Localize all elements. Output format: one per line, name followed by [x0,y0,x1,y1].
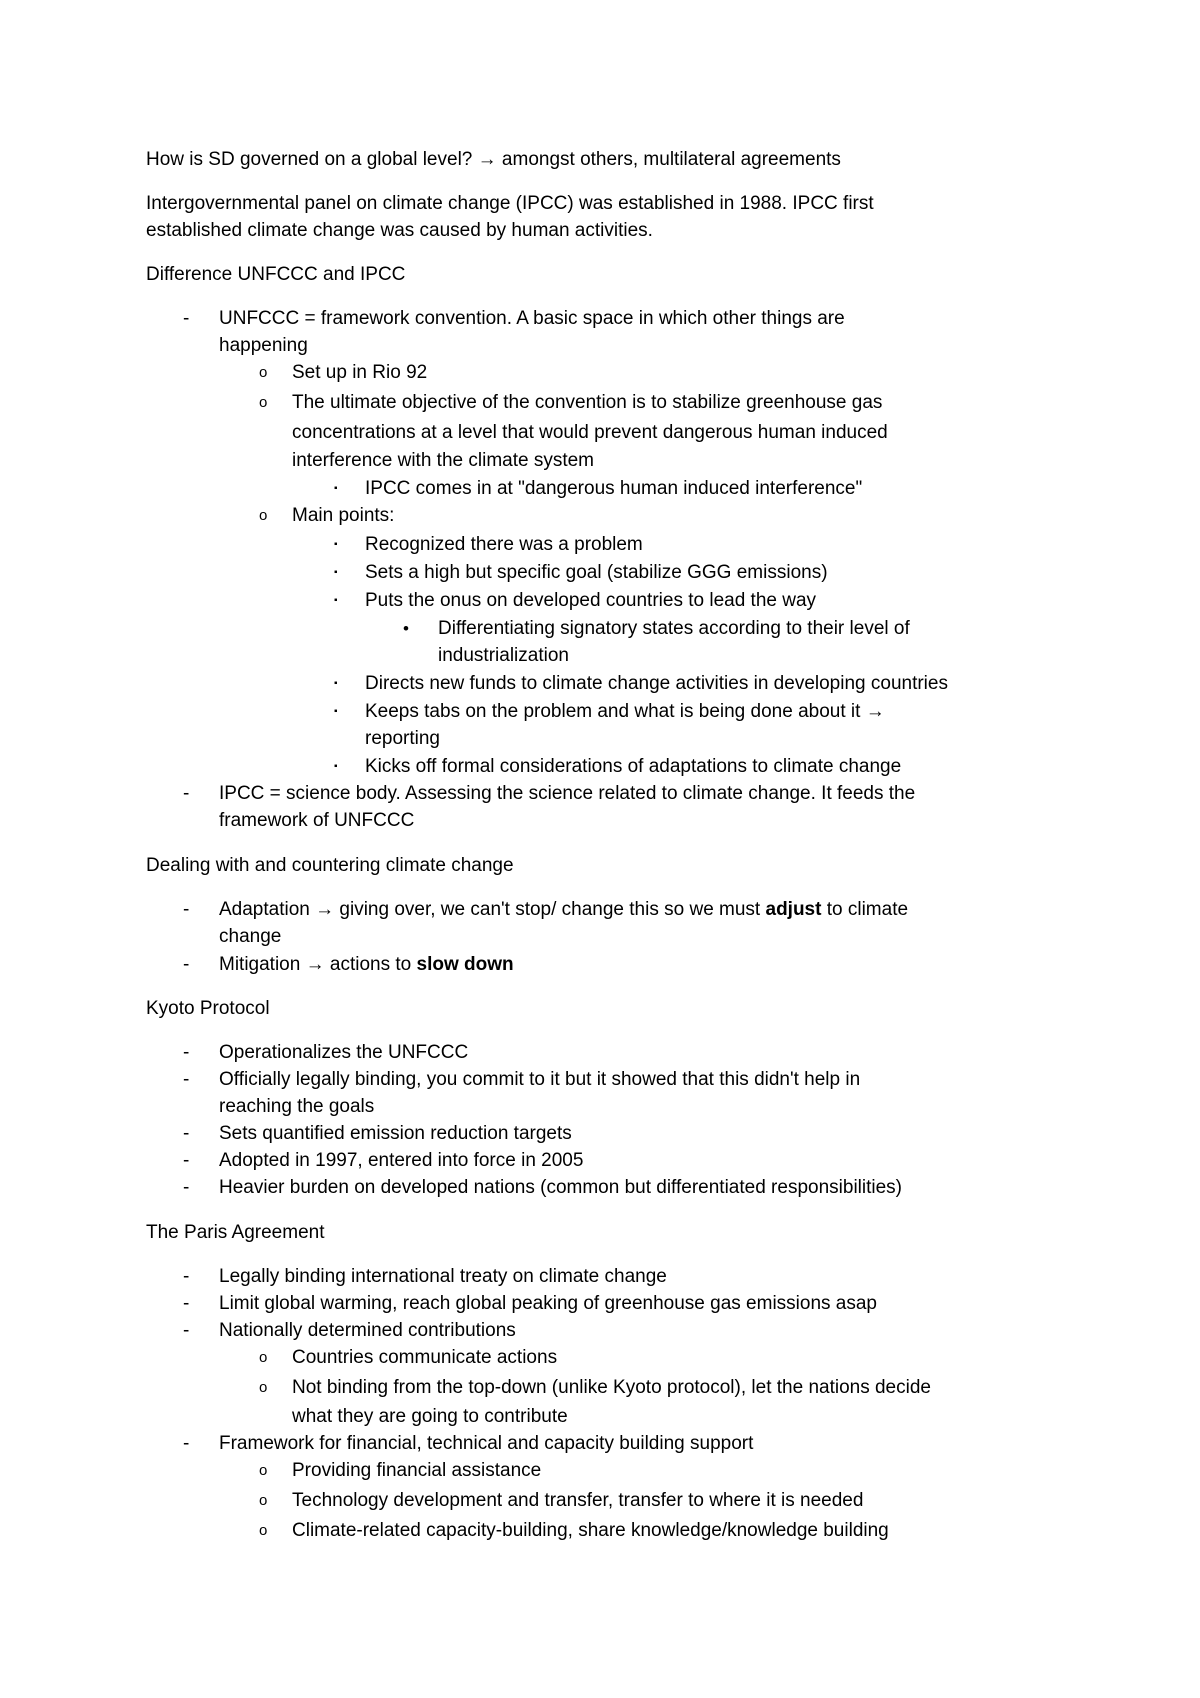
dash-marker: - [183,1293,190,1314]
adaptation-label: Adaptation [219,899,310,920]
paris-item: Legally binding international treaty on climate change [219,1266,667,1287]
dash-marker: - [183,899,190,920]
dash-marker: - [183,1266,190,1287]
dash-marker: - [183,783,190,804]
paragraph-text: How is SD governed on a global level? [146,149,473,170]
dash-marker: - [183,954,190,975]
mitigation-line [219,952,514,978]
main-point-item: Puts the onus on developed countries to lead the way [365,590,817,611]
circle-bullet-marker: o [259,364,268,381]
kyoto-item-continued: reaching the goals [219,1096,375,1117]
unfccc-objective-line3: interference with the climate system [292,450,595,471]
paragraph-sd-governance [146,147,841,173]
dash-marker: - [183,1042,190,1063]
paragraph-text: amongst others, multilateral agreements [496,149,841,170]
square-bullet-marker: ▪ [334,483,338,494]
dash-marker: - [183,1177,190,1198]
heading-kyoto: Kyoto Protocol [146,998,270,1019]
arrow-icon: → [865,701,885,722]
unfccc-sub-rio: Set up in Rio 92 [292,362,428,383]
arrow-icon: → [477,149,497,170]
paris-item: Limit global warming, reach global peaking of greenhouse gas emissions asap [219,1293,877,1314]
differentiating-line2: industrialization [438,645,569,666]
dash-marker: - [183,1123,190,1144]
circle-bullet-marker: o [259,1492,268,1509]
adaptation-text: to climate [821,899,909,920]
adaptation-text: giving over, we can't stop/ change this so we must [334,899,766,920]
paris-framework-item: Framework for financial, technical and capacity building support [219,1433,754,1454]
square-bullet-marker: ▪ [334,761,338,772]
kyoto-item: Heavier burden on developed nations (common but differentiated responsibilities) [219,1177,902,1198]
mitigation-emphasis: slow down [416,954,514,975]
mitigation-label: Mitigation [219,954,301,975]
ndc-sub-item-continued: what they are going to contribute [292,1406,568,1427]
kyoto-item: Operationalizes the UNFCCC [219,1042,469,1063]
differentiating-line1: Differentiating signatory states according to their level of [438,618,910,639]
kyoto-item: Sets quantified emission reduction targets [219,1123,572,1144]
dash-marker: - [183,1320,190,1341]
framework-sub-item: Technology development and transfer, transfer to where it is needed [292,1490,864,1511]
dash-marker: - [183,308,190,329]
paris-item: Nationally determined contributions [219,1320,516,1341]
main-points-label: Main points: [292,505,395,526]
ndc-sub-item: Countries communicate actions [292,1347,558,1368]
ipcc-comes-in: IPCC comes in at "dangerous human induced interference" [365,478,863,499]
square-bullet-marker: ▪ [334,706,338,717]
main-point-text: Keeps tabs on the problem and what is being done about it [365,701,861,722]
unfccc-objective-line2: concentrations at a level that would prevent dangerous human induced [292,422,888,443]
ipcc-item-line2: framework of UNFCCC [219,810,415,831]
main-point-item: Sets a high but specific goal (stabilize GGG emissions) [365,562,828,583]
mitigation-text: actions to [324,954,417,975]
circle-bullet-marker: o [259,1462,268,1479]
adaptation-line1 [219,897,908,923]
arrow-icon: → [305,954,325,975]
square-bullet-marker: ▪ [334,678,338,689]
main-point-item: Recognized there was a problem [365,534,643,555]
dot-bullet-marker: • [403,619,409,638]
ndc-sub-item: Not binding from the top-down (unlike Kyoto protocol), let the nations decide [292,1377,931,1398]
dash-marker: - [183,1150,190,1171]
adaptation-line2: change [219,926,282,947]
paragraph-ipcc-intro-line1: Intergovernmental panel on climate change (IPCC) was established in 1988. IPCC first [146,193,874,214]
square-bullet-marker: ▪ [334,567,338,578]
main-point-item: Kicks off formal considerations of adaptations to climate change [365,756,902,777]
main-point-item: Directs new funds to climate change activities in developing countries [365,673,948,694]
square-bullet-marker: ▪ [334,595,338,606]
kyoto-item: Officially legally binding, you commit to it but it showed that this didn't help in [219,1069,861,1090]
heading-dealing: Dealing with and countering climate change [146,855,514,876]
keeps-tabs-line1 [365,699,885,725]
ipcc-item-line1: IPCC = science body. Assessing the science related to climate change. It feeds the [219,783,916,804]
dash-marker: - [183,1433,190,1454]
heading-paris: The Paris Agreement [146,1222,325,1243]
framework-sub-item: Providing financial assistance [292,1460,542,1481]
unfccc-objective-line1: The ultimate objective of the convention is to stabilize greenhouse gas [292,392,883,413]
circle-bullet-marker: o [259,1522,268,1539]
arrow-icon: → [315,899,335,920]
unfccc-line1: UNFCCC = framework convention. A basic space in which other things are [219,308,845,329]
paragraph-ipcc-intro-line2: established climate change was caused by human activities. [146,220,653,241]
kyoto-item: Adopted in 1997, entered into force in 2005 [219,1150,584,1171]
circle-bullet-marker: o [259,1379,268,1396]
circle-bullet-marker: o [259,1349,268,1366]
circle-bullet-marker: o [259,394,268,411]
keeps-tabs-line2: reporting [365,728,440,749]
unfccc-line2: happening [219,335,308,356]
dash-marker: - [183,1069,190,1090]
adaptation-emphasis: adjust [765,899,822,920]
framework-sub-item: Climate-related capacity-building, share knowledge/knowledge building [292,1520,889,1541]
square-bullet-marker: ▪ [334,539,338,550]
circle-bullet-marker: o [259,507,268,524]
heading-difference: Difference UNFCCC and IPCC [146,264,406,285]
